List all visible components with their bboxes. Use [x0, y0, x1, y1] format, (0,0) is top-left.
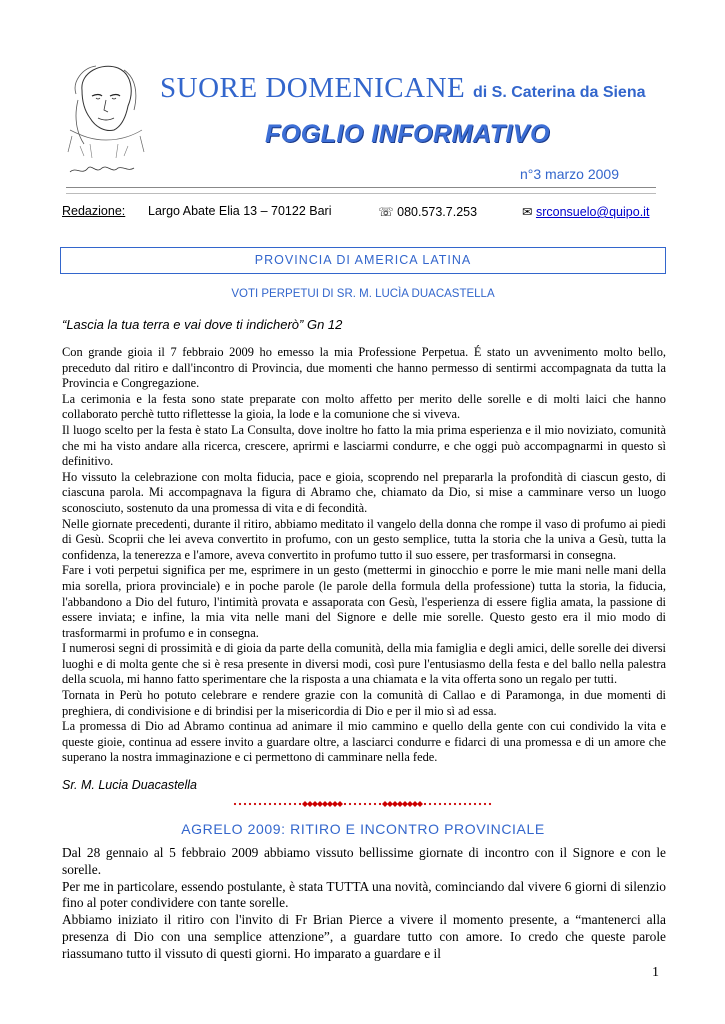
paragraph: La promessa di Dio ad Abramo continua ad animare il mio cammino e quello della gente con cui condivido la vita e queste gioie, continua ad essere invito a guardare oltre, a lasciarci condurre e fidarci di una promessa e di un amore che superano la nostra immaginazione e ci permettono di camminare nella fede.	[62, 719, 666, 765]
email-link[interactable]: srconsuelo@quipo.it	[535, 205, 650, 219]
divider-dot	[349, 803, 351, 805]
divider-dot	[444, 803, 446, 805]
redazione-phone	[378, 204, 477, 219]
divider-dot	[484, 803, 486, 805]
section-heading-box: PROVINCIA DI AMERICA LATINA	[60, 247, 666, 274]
divider-dot	[364, 803, 366, 805]
divider-dot	[359, 803, 361, 805]
divider-dot	[239, 803, 241, 805]
divider-dot	[374, 803, 376, 805]
section-heading: AGRELO 2009: RITIRO E INCONTRO PROVINCIALE	[181, 821, 545, 837]
divider-dot	[274, 803, 276, 805]
article-body	[62, 845, 666, 963]
article-body	[62, 345, 666, 766]
divider-dot	[264, 803, 266, 805]
article-subheading: VOTI PERPETUI DI SR. M. LUCÌA DUACASTELLA	[231, 288, 495, 300]
article-signature: Sr. M. Lucia Duacastella	[62, 778, 198, 792]
article-quote: “Lascia la tua terra e vai dove ti indicherò” Gn 12	[62, 317, 343, 332]
divider-dot	[294, 803, 296, 805]
divider-dot	[259, 803, 261, 805]
title-suffix: di S. Caterina da Siena	[473, 84, 646, 101]
divider-dot	[449, 803, 451, 805]
divider-dot	[289, 803, 291, 805]
decorative-divider	[232, 800, 492, 808]
sketch-portrait-icon	[62, 60, 146, 180]
paragraph: Abbiamo iniziato il ritiro con l'invito di Fr Brian Pierce a vivere il momento presente, a “mantenerci alla presenza di Dio con una semplice attenzione”, a guardare tutto con amore. Io credo che queste parole riassumano tutto il vissuto di questi giorni. Ho imparato a guardare e il	[62, 912, 666, 961]
paragraph: Dal 28 gennaio al 5 febbraio 2009 abbiamo vissuto bellissime giornate di incontro con il Signore e con le sorelle.	[62, 845, 666, 877]
divider-dot	[249, 803, 251, 805]
divider-dot	[279, 803, 281, 805]
divider-dot	[464, 803, 466, 805]
divider-dot	[454, 803, 456, 805]
divider-dot	[269, 803, 271, 805]
divider-dot	[459, 803, 461, 805]
divider-dot	[244, 803, 246, 805]
envelope-icon: ✉	[522, 205, 533, 219]
divider-dot	[469, 803, 471, 805]
paragraph: Ho vissuto la celebrazione con molta fiducia, pace e gioia, scoprendo nel prepararla la profondità di ciascun gesto, di ciascuna parola. Mi accompagnava la figura di Abramo che, chiamato da Dio, si mise a camminare verso un luogo sconosciuto, sostenuto da una promessa di vita e di fecondità.	[62, 469, 666, 515]
paragraph: Il luogo scelto per la festa è stato La Consulta, dove inoltre ho fatto la mia prima esperienza e il mio noviziato, comunità che mi ha visto andare alla ricerca, crescere, aprirmi e lasciarmi condurre, e che oggi può accompagnarmi in questo sì definitivo.	[62, 422, 666, 469]
divider-dot	[234, 803, 236, 805]
divider-dot	[299, 803, 301, 805]
paragraph: I numerosi segni di prossimità e di gioia da parte della comunità, della mia famiglia e degli amici, delle sorelle dei diversi luoghi e di molta gente che si è resa presente in diversi modi, così pure l'entusiasmo della festa e del ballo nella palestra della scuola, mi hanno fatto sperimentare che la risposta a una chiamata e la vita offerta sono un regalo per tutti.	[62, 641, 666, 687]
divider-dot	[354, 803, 356, 805]
paragraph: La cerimonia e la festa sono state preparate con molto affetto per merito delle sorelle e di molti laici che hanno collaborato perchè tutto riflettesse la gioia, la lode e la comunione che si viveva.	[62, 391, 666, 422]
header-rule	[66, 187, 656, 188]
paragraph: Per me in particolare, essendo postulante, è stata TUTTA una novità, cominciando dal vivere 6 giorni di silenzio fino al poter condividere con tante sorelle.	[62, 878, 666, 911]
page-number: 1	[652, 965, 659, 980]
newsletter-subtitle: FOGLIO INFORMATIVO	[265, 120, 550, 148]
divider-dot	[254, 803, 256, 805]
paragraph: Fare i voti perpetui significa per me, esprimere in un gesto (mettermi in ginocchio e porre le mie mani nelle mani della mia sorella, priora provinciale) e in poche parole (le parole della formula della professione) tutta la storia, la fiducia, l'abbandono a Dio del futuro, l'intimità provata e assaporata con Gesù, l'esperienza di essere figlia amata, la passione di essere inviata; e infine, la mia vita nelle mani del Signore e delle mie sorelle. Questo gesto era il mio modo di trasformarmi in profumo e in consegna.	[62, 563, 666, 640]
divider-dot	[369, 803, 371, 805]
paragraph: Tornata in Perù ho potuto celebrare e rendere grazie con la comunità di Callao e di Paramonga, in due momenti di preghiera, di condivisione e di brindisi per la misericordia di Dio e per il mio sì ad essa.	[62, 688, 666, 718]
divider-dot	[429, 803, 431, 805]
divider-diamond	[417, 801, 423, 807]
title-text: SUORE DOMENICANE	[160, 72, 466, 104]
masthead-title	[160, 72, 646, 105]
header-rule-thin	[66, 193, 656, 194]
divider-dot	[284, 803, 286, 805]
divider-dot	[479, 803, 481, 805]
divider-dot	[439, 803, 441, 805]
paragraph: Nelle giornate precedenti, durante il ritiro, abbiamo meditato il vangelo della donna che rompe il vaso di profumo ai piedi di Gesù. Scoprii che lei aveva convertito in profumo, con un gesto semplice, tutta la storia che la univa a Gesù, tutta la confidenza, la tenerezza e l'amore, aveva convertito in profumo tutto il suo essere, per trasformarsi in consegna.	[62, 516, 666, 562]
redazione-label: Redazione:	[62, 204, 126, 218]
paragraph: Con grande gioia il 7 febbraio 2009 ho emesso la mia Professione Perpetua. É stato un avvenimento molto bello, preceduto dal ritiro e dall'incontro di Provincia, due momenti che hanno permesso di sentirmi accompagnata da tutta la Provincia e Congregazione.	[62, 345, 666, 391]
redazione-email	[522, 204, 649, 219]
divider-dot	[474, 803, 476, 805]
divider-dot	[434, 803, 436, 805]
divider-dot	[344, 803, 346, 805]
divider-dot	[379, 803, 381, 805]
divider-dot	[489, 803, 491, 805]
phone-number: 080.573.7.253	[397, 205, 478, 219]
divider-dot	[424, 803, 426, 805]
telephone-icon: ☏	[378, 205, 394, 219]
issue-number: n°3 marzo 2009	[520, 166, 619, 182]
redazione-address: Largo Abate Elia 13 – 70122 Bari	[148, 204, 332, 218]
divider-diamond	[337, 801, 343, 807]
